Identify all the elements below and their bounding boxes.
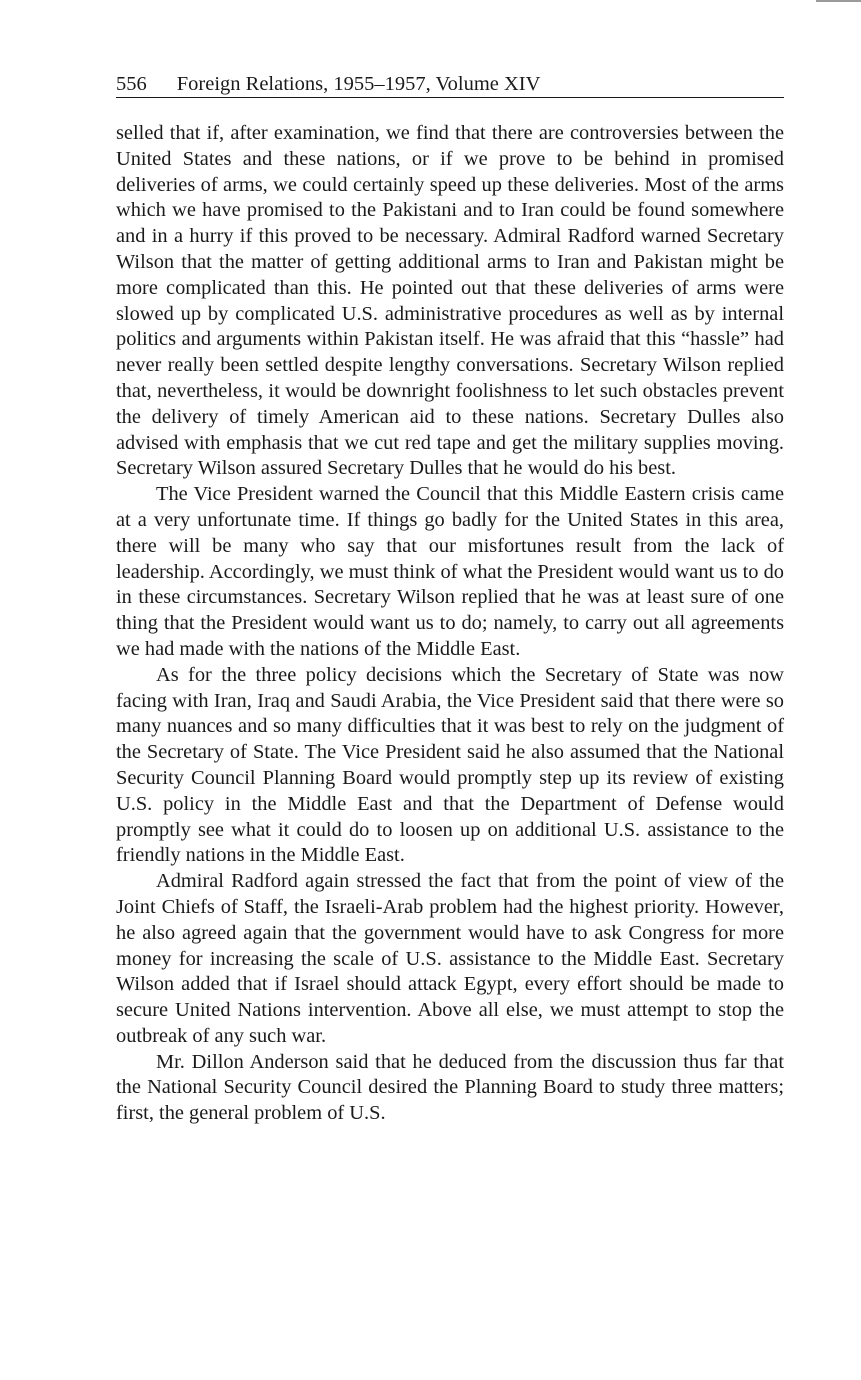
running-header: [116, 72, 784, 98]
paragraph-vice-president-warning: The Vice President warned the Council that this Middle Eastern crisis came at a very unfortunate time. If things go badly for the United States in this area, there will be many who say that our misfortunes result from the lack of leadership. Accordingly, we must think of what the President would want us to do in these circumstances. Secretary Wilson replied that he was at least sure of one thing that the President would want us to do; namely, to carry out all agreements we had made with the nations of the Middle East.: [116, 483, 784, 660]
page-number: 556: [116, 73, 147, 95]
page-edge-mark: [816, 0, 861, 2]
paragraph-policy-decisions: As for the three policy decisions which the Secretary of State was now facing with Iran, Iraq and Saudi Arabia, the Vice President said that there were so many nuances and so many difficulties that it was best to rely on the judgment of the Secretary of State. The Vice President said he also assumed that the National Security Council Planning Board would promptly step up its review of existing U.S. policy in the Middle East and that the Department of Defense would promptly see what it could do to loosen up on additional U.S. assistance to the friendly nations in the Middle East.: [116, 663, 784, 867]
paragraph-anderson-summary: Mr. Dillon Anderson said that he deduced from the discussion thus far that the National Security Council desired the Planning Board to study three matters; first, the general problem of U.S.: [116, 1050, 784, 1125]
body-text: [116, 121, 784, 1127]
paragraph-continued: selled that if, after examination, we find that there are controversies between the United States and these nations, or if we prove to be behind in promised deliveries of arms, we could certainly speed up these deliveries. Most of the arms which we have promised to the Pakistani and to Iran could be found somewhere and in a hurry if this proved to be necessary. Admiral Radford warned Secretary Wilson that the matter of getting additional arms to Iran and Pakistan might be more complicated than this. He pointed out that these deliveries of arms were slowed up by complicated U.S. administrative procedures as well as by internal politics and arguments within Pakistan itself. He was afraid that this “hassle” had never really been settled despite lengthy conversations. Secretary Wilson replied that, nevertheless, it would be downright foolishness to let such obstacles prevent the delivery of timely American aid to these nations. Secretary Dulles also advised with emphasis that we cut red tape and get the military supplies moving. Secretary Wilson assured Secretary Dulles that he would do his best.: [116, 122, 784, 480]
paragraph-radford-priority: Admiral Radford again stressed the fact that from the point of view of the Joint Chiefs of Staff, the Israeli-Arab problem had the highest priority. However, he also agreed again that the government would have to ask Congress for more money for increasing the scale of U.S. assistance to the Middle East. Secretary Wilson added that if Israel should attack Egypt, every effort should be made to secure United Nations intervention. Above all else, we must attempt to stop the outbreak of any such war.: [116, 870, 784, 1047]
running-title: Foreign Relations, 1955–1957, Volume XIV: [176, 73, 541, 95]
